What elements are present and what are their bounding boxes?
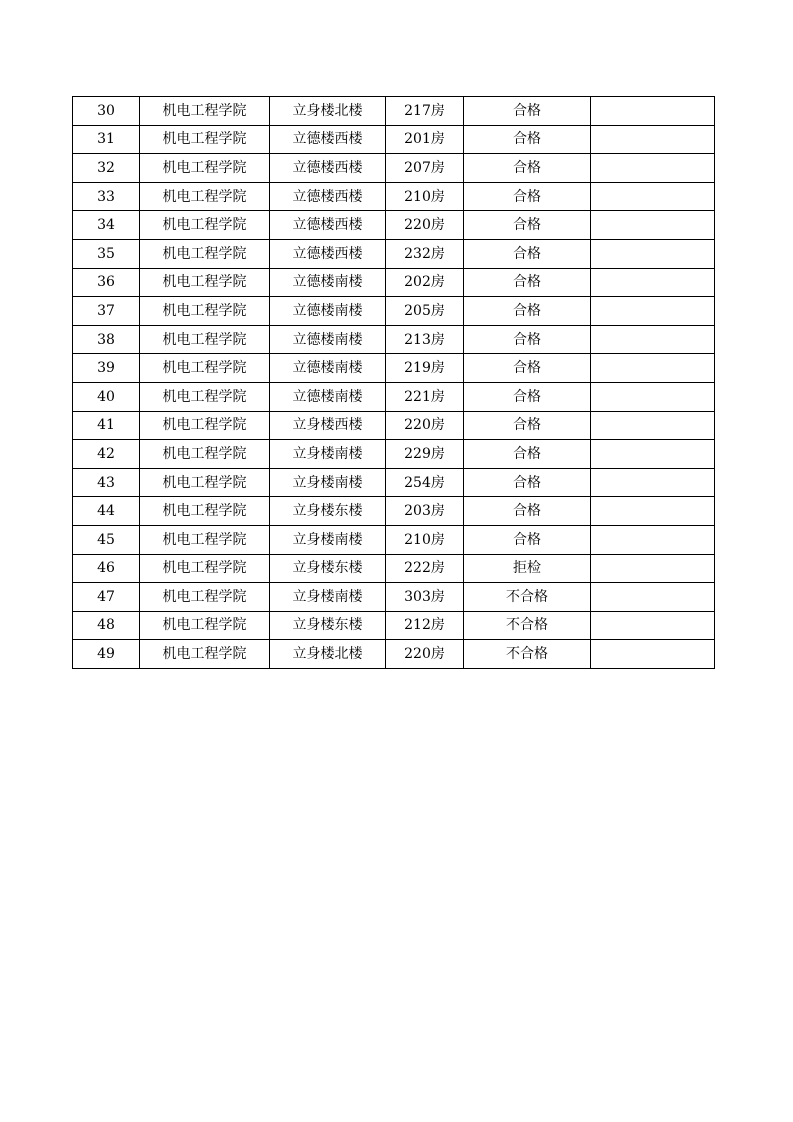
- remark-cell: [591, 268, 715, 297]
- building-cell: 立身楼东楼: [270, 611, 386, 640]
- college-cell: 机电工程学院: [140, 525, 270, 554]
- room-cell: 203房: [386, 497, 464, 526]
- remark-cell: [591, 211, 715, 240]
- table-row: [73, 354, 715, 383]
- row-number-cell: 31: [73, 125, 140, 154]
- table-row: [73, 268, 715, 297]
- result-cell: 合格: [464, 154, 591, 183]
- table-row: [73, 525, 715, 554]
- building-cell: 立德楼南楼: [270, 268, 386, 297]
- college-cell: 机电工程学院: [140, 382, 270, 411]
- room-cell: 207房: [386, 154, 464, 183]
- row-number-cell: 48: [73, 611, 140, 640]
- remark-cell: [591, 611, 715, 640]
- row-number-cell: 33: [73, 182, 140, 211]
- result-cell: 合格: [464, 468, 591, 497]
- inspection-table: [72, 96, 715, 669]
- remark-cell: [591, 125, 715, 154]
- table-row: [73, 554, 715, 583]
- room-cell: 222房: [386, 554, 464, 583]
- remark-cell: [591, 182, 715, 211]
- result-cell: 合格: [464, 297, 591, 326]
- remark-cell: [591, 640, 715, 669]
- result-cell: 合格: [464, 97, 591, 126]
- building-cell: 立德楼西楼: [270, 182, 386, 211]
- row-number-cell: 38: [73, 325, 140, 354]
- room-cell: 210房: [386, 182, 464, 211]
- room-cell: 232房: [386, 239, 464, 268]
- building-cell: 立身楼东楼: [270, 497, 386, 526]
- building-cell: 立身楼北楼: [270, 640, 386, 669]
- table-row: [73, 468, 715, 497]
- remark-cell: [591, 554, 715, 583]
- college-cell: 机电工程学院: [140, 640, 270, 669]
- building-cell: 立身楼北楼: [270, 97, 386, 126]
- college-cell: 机电工程学院: [140, 154, 270, 183]
- remark-cell: [591, 97, 715, 126]
- remark-cell: [591, 239, 715, 268]
- row-number-cell: 42: [73, 440, 140, 469]
- remark-cell: [591, 440, 715, 469]
- result-cell: 合格: [464, 239, 591, 268]
- table-row: [73, 440, 715, 469]
- room-cell: 220房: [386, 211, 464, 240]
- result-cell: 合格: [464, 325, 591, 354]
- remark-cell: [591, 325, 715, 354]
- row-number-cell: 39: [73, 354, 140, 383]
- remark-cell: [591, 525, 715, 554]
- table-row: [73, 297, 715, 326]
- building-cell: 立德楼南楼: [270, 297, 386, 326]
- building-cell: 立身楼东楼: [270, 554, 386, 583]
- room-cell: 219房: [386, 354, 464, 383]
- college-cell: 机电工程学院: [140, 97, 270, 126]
- row-number-cell: 44: [73, 497, 140, 526]
- row-number-cell: 30: [73, 97, 140, 126]
- building-cell: 立德楼南楼: [270, 382, 386, 411]
- table-row: [73, 411, 715, 440]
- building-cell: 立德楼西楼: [270, 125, 386, 154]
- college-cell: 机电工程学院: [140, 297, 270, 326]
- college-cell: 机电工程学院: [140, 239, 270, 268]
- college-cell: 机电工程学院: [140, 468, 270, 497]
- college-cell: 机电工程学院: [140, 268, 270, 297]
- college-cell: 机电工程学院: [140, 554, 270, 583]
- room-cell: 254房: [386, 468, 464, 497]
- result-cell: 不合格: [464, 583, 591, 612]
- result-cell: 不合格: [464, 640, 591, 669]
- college-cell: 机电工程学院: [140, 211, 270, 240]
- room-cell: 220房: [386, 640, 464, 669]
- college-cell: 机电工程学院: [140, 182, 270, 211]
- remark-cell: [591, 583, 715, 612]
- row-number-cell: 43: [73, 468, 140, 497]
- row-number-cell: 34: [73, 211, 140, 240]
- building-cell: 立身楼西楼: [270, 411, 386, 440]
- remark-cell: [591, 382, 715, 411]
- table-body: [73, 97, 715, 669]
- college-cell: 机电工程学院: [140, 125, 270, 154]
- room-cell: 303房: [386, 583, 464, 612]
- row-number-cell: 40: [73, 382, 140, 411]
- room-cell: 229房: [386, 440, 464, 469]
- room-cell: 212房: [386, 611, 464, 640]
- college-cell: 机电工程学院: [140, 611, 270, 640]
- result-cell: 合格: [464, 525, 591, 554]
- remark-cell: [591, 411, 715, 440]
- building-cell: 立德楼南楼: [270, 354, 386, 383]
- table-row: [73, 325, 715, 354]
- remark-cell: [591, 154, 715, 183]
- table-row: [73, 154, 715, 183]
- college-cell: 机电工程学院: [140, 411, 270, 440]
- remark-cell: [591, 297, 715, 326]
- row-number-cell: 41: [73, 411, 140, 440]
- building-cell: 立身楼南楼: [270, 440, 386, 469]
- result-cell: 合格: [464, 268, 591, 297]
- college-cell: 机电工程学院: [140, 325, 270, 354]
- result-cell: 不合格: [464, 611, 591, 640]
- row-number-cell: 35: [73, 239, 140, 268]
- row-number-cell: 37: [73, 297, 140, 326]
- table-row: [73, 97, 715, 126]
- result-cell: 合格: [464, 411, 591, 440]
- result-cell: 合格: [464, 382, 591, 411]
- room-cell: 217房: [386, 97, 464, 126]
- table-row: [73, 239, 715, 268]
- remark-cell: [591, 497, 715, 526]
- college-cell: 机电工程学院: [140, 497, 270, 526]
- result-cell: 合格: [464, 125, 591, 154]
- row-number-cell: 49: [73, 640, 140, 669]
- building-cell: 立身楼南楼: [270, 583, 386, 612]
- college-cell: 机电工程学院: [140, 583, 270, 612]
- table-row: [73, 583, 715, 612]
- college-cell: 机电工程学院: [140, 440, 270, 469]
- result-cell: 合格: [464, 440, 591, 469]
- room-cell: 205房: [386, 297, 464, 326]
- building-cell: 立德楼南楼: [270, 325, 386, 354]
- table-row: [73, 382, 715, 411]
- building-cell: 立身楼南楼: [270, 468, 386, 497]
- result-cell: 合格: [464, 182, 591, 211]
- building-cell: 立德楼西楼: [270, 211, 386, 240]
- row-number-cell: 47: [73, 583, 140, 612]
- result-cell: 拒检: [464, 554, 591, 583]
- table-row: [73, 125, 715, 154]
- building-cell: 立德楼西楼: [270, 154, 386, 183]
- room-cell: 221房: [386, 382, 464, 411]
- remark-cell: [591, 354, 715, 383]
- result-cell: 合格: [464, 497, 591, 526]
- result-cell: 合格: [464, 211, 591, 240]
- table-row: [73, 640, 715, 669]
- room-cell: 202房: [386, 268, 464, 297]
- building-cell: 立身楼南楼: [270, 525, 386, 554]
- college-cell: 机电工程学院: [140, 354, 270, 383]
- table-row: [73, 182, 715, 211]
- room-cell: 210房: [386, 525, 464, 554]
- row-number-cell: 46: [73, 554, 140, 583]
- row-number-cell: 32: [73, 154, 140, 183]
- result-cell: 合格: [464, 354, 591, 383]
- building-cell: 立德楼西楼: [270, 239, 386, 268]
- row-number-cell: 36: [73, 268, 140, 297]
- table-row: [73, 211, 715, 240]
- room-cell: 220房: [386, 411, 464, 440]
- room-cell: 201房: [386, 125, 464, 154]
- remark-cell: [591, 468, 715, 497]
- room-cell: 213房: [386, 325, 464, 354]
- table-row: [73, 497, 715, 526]
- row-number-cell: 45: [73, 525, 140, 554]
- table-row: [73, 611, 715, 640]
